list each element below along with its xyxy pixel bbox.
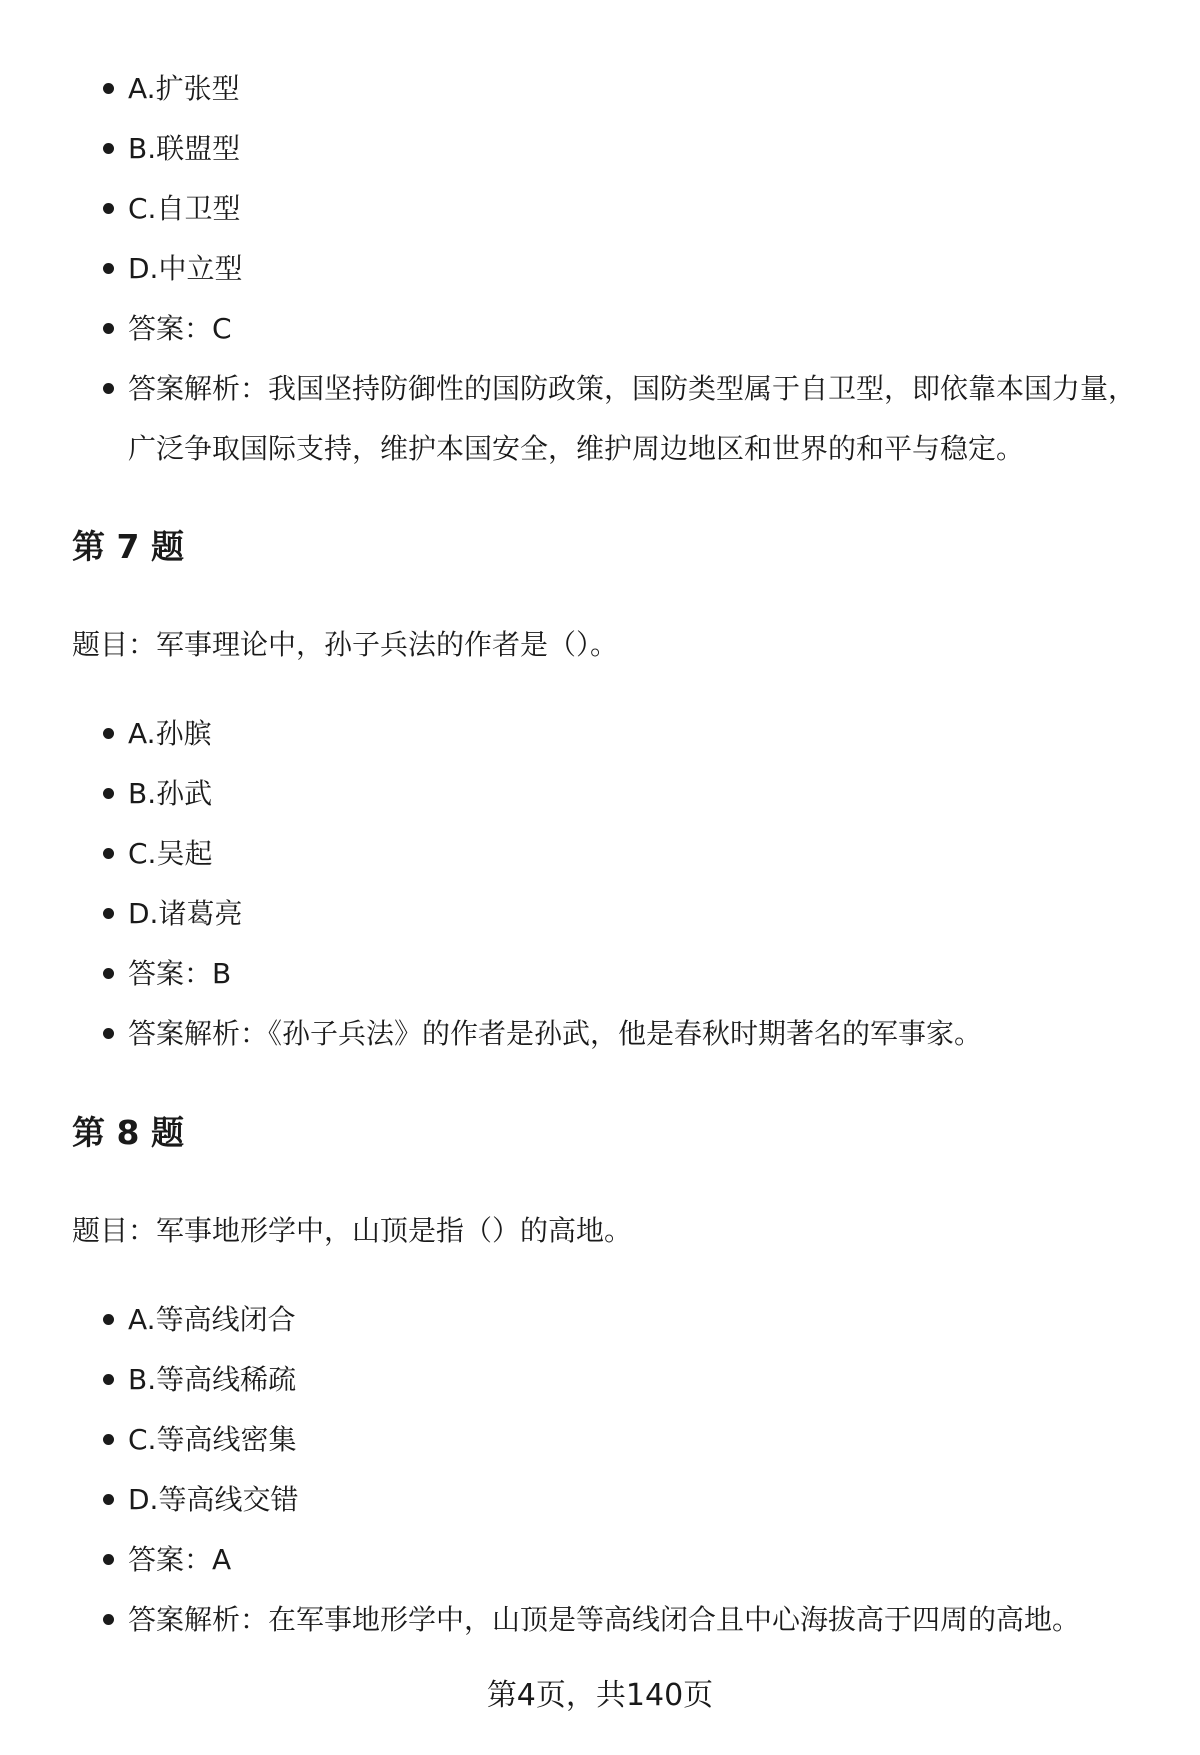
prev-question-option-list: [128, 59, 1148, 479]
option-d: D.诸葛亮: [128, 884, 1148, 944]
answer-analysis: 答案解析：在军事地形学中，山顶是等高线闭合且中心海拔高于四周的高地。: [128, 1590, 1148, 1650]
question-7-option-list: [128, 704, 1148, 1064]
question-8-option-list: [128, 1290, 1148, 1650]
answer: 答案：A: [128, 1530, 1148, 1590]
option-d: D.中立型: [128, 239, 1148, 299]
option-d: D.等高线交错: [128, 1470, 1148, 1530]
option-b: B.联盟型: [128, 119, 1148, 179]
option-c: C.等高线密集: [128, 1410, 1148, 1470]
answer-analysis: 答案解析：《孙子兵法》的作者是孙武，他是春秋时期著名的军事家。: [128, 1004, 1148, 1064]
option-a: A.孙膑: [128, 704, 1148, 764]
question-7-stem: 题目：军事理论中，孙子兵法的作者是（）。: [72, 628, 619, 661]
option-a: A.等高线闭合: [128, 1290, 1148, 1350]
option-c: C.自卫型: [128, 179, 1148, 239]
answer-analysis: 答案解析：我国坚持防御性的国防政策，国防类型属于自卫型，即依靠本国力量，广泛争取国际支持，维护本国安全，维护周边地区和世界的和平与稳定。: [128, 359, 1148, 479]
answer: 答案：C: [128, 299, 1148, 359]
option-c: C.吴起: [128, 824, 1148, 884]
question-7-heading: 第 7 题: [72, 527, 184, 566]
option-a: A.扩张型: [128, 59, 1148, 119]
answer: 答案：B: [128, 944, 1148, 1004]
question-8-stem: 题目：军事地形学中，山顶是指（）的高地。: [72, 1214, 633, 1247]
option-b: B.孙武: [128, 764, 1148, 824]
page-number-footer: 第4页，共140页: [486, 1678, 714, 1713]
option-b: B.等高线稀疏: [128, 1350, 1148, 1410]
question-8-heading: 第 8 题: [72, 1113, 184, 1152]
